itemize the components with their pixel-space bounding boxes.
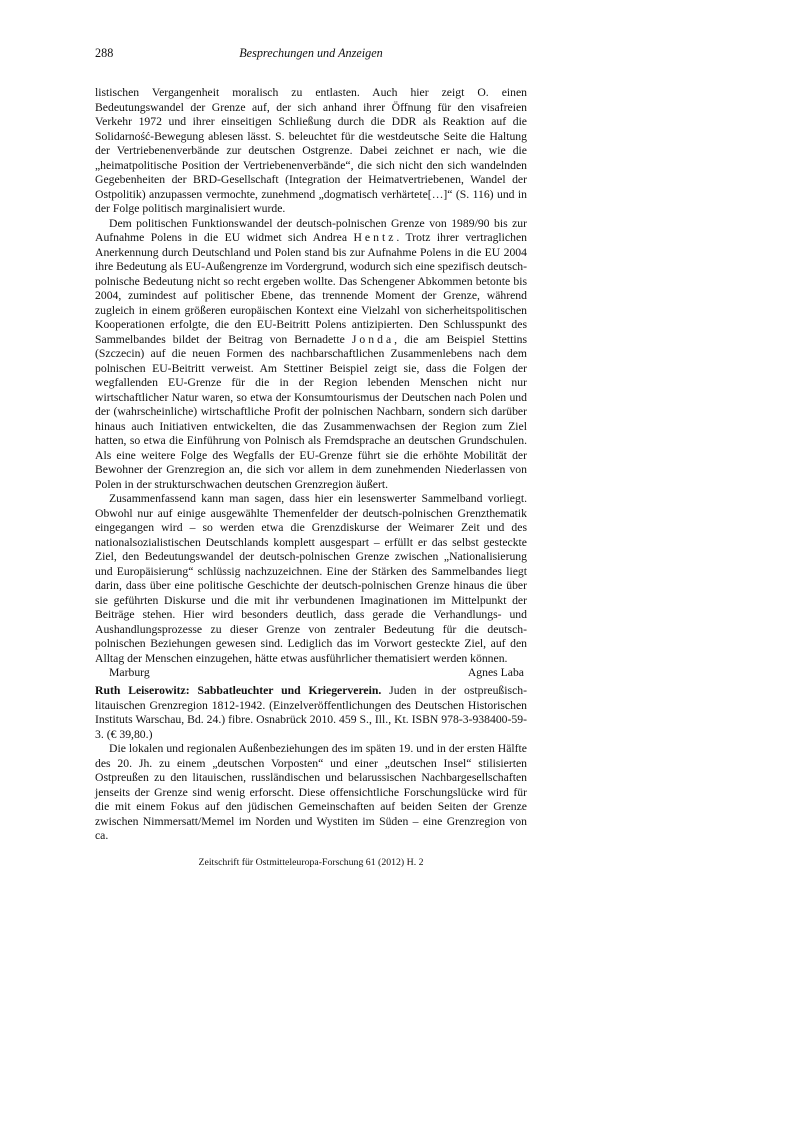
book-title: Ruth Leiserowitz: Sabbatleuchter und Kriegerverein. [95, 684, 382, 697]
running-title: Besprechungen und Anzeigen [239, 46, 383, 60]
text-run: , die am Beispiel Stettins (Szczecin) auf die neuen Formen des nachbarschaftlichen Zusammenlebens nach dem polnischen EU-Beitritt verweist. Am Stettiner Beispiel zeigt sie, dass die Folgen der wegfallenden EU-Grenze für die in der Region lebenden Menschen nicht nur wirtschaftlicher Natur waren, so etwa der Konsumtourismus der Deutschen nach Polen und der (wahrscheinliche) wirtschaftliche Profit der polnischen Nachbarn, sondern sich darüber hinaus auch Initiativen entwickelten, die das Zusammenwachsen der Region zum Ziel hatten, so etwa die Einführung von Polnisch als Fremdsprache an deutschen Grundschulen. Als eine weitere Folge des Wegfalls der EU-Grenze führt sie die erhöhte Mobilität der Bewohner der Grenzregion an, die sich vor allem in dem zunehmenden Niederlassen von Polen in der strukturschwachen deutschen Grenzregion äußert. [95, 332, 527, 491]
reviewer-name: Agnes Laba [467, 666, 524, 679]
review-body [95, 86, 527, 681]
text-run: . Trotz ihrer vertraglichen Anerkennung durch Deutschland und Polen stand bis zur Aufnahme Polens in die EU 2004 ihre Bedeutung als EU-Außengrenze im Vordergrund, wodurch sich eine spezifisch deutsch-polnische Bedeutung nicht so recht ergeben wollte. Das Schengener Abkommen betonte bis 2004, zumindest auf politischer Ebene, das trennende Moment der Grenze, während zugleich in einem größeren europäischen Kontext eine Vielzahl von sicherheitspolitischen Kooperationen erfolgte, die den EU-Beitritt Polens antizipierten. Den Schlusspunkt des Sammelbandes bildet der Beitrag von Bernadette [95, 231, 527, 346]
bibliographic-entry [95, 684, 527, 742]
review-signature [95, 666, 527, 681]
review-paragraph: Zusammenfassend kann man sagen, dass hier ein lesenswerter Sammelband vorliegt. Obwohl nur auf einige ausgewählte Themenfelder der deutsch-polnischen Grenzthematik eingegangen wird – so werden etwa die Grenzdiskurse der Weimarer Zeit und des nationalsozialistischen Deutschlands komplett ausgespart – erfüllt er das selbst gesteckte Ziel, den Bedeutungswandel der deutsch-polnischen Grenze zwischen „Nationalisierung und Europäisierung“ schlüssig nachzuzeichnen. Eine der Stärken des Sammelbandes liegt darin, dass über eine politische Geschichte der deutsch-polnischen Grenze hinaus die über sie geführten Diskurse und die mit ihr verbundenen Imaginationen im Mittelpunkt der Beiträge stehen. Hier wird besonders deutlich, dass gerade die Verhandlungs- und Aushandlungsprozesse zu dieser Grenze von zentraler Bedeutung für die deutsch-polnischen Beziehungen gewesen sind. Lediglich das im Vorwort gesteckte Ziel, auf den Alltag der Menschen einzugehen, hätte etwas ausführlicher thematisiert werden können. [95, 492, 527, 665]
review-paragraph: listischen Vergangenheit moralisch zu entlasten. Auch hier zeigt O. einen Bedeutungswandel der Grenze auf, der sich anhand ihrer Öffnung für den visafreien Verkehr 1972 und ihrer einseitigen Schließung durch die DDR als Reaktion auf die Solidarność-Bewegung ablesen lässt. S. beleuchtet für die westdeutsche Seite die Haltung der Vertriebenenverbände zur deutschen Ostgrenze. Dabei zeichnet er nach, wie die „heimatpolitische Position der Vertriebenenverbände“, die sich nicht den sich wandelnden Gegebenheiten der BRD-Gesellschaft (Integration der Heimatvertriebenen, Wandel der Ostpolitik) anzupassen vermochte, zunehmend „dogmatisch verhärtete[…]“ (S. 116) und in der Folge politisch marginalisiert wurde. [95, 86, 527, 215]
next-review [95, 684, 527, 844]
review-paragraph [95, 217, 527, 493]
text-run: Dem politischen Funktionswandel der deutsch-polnischen Grenze von 1989/90 bis zur Aufnahme Polens in die EU widmet sich Andrea [95, 216, 527, 244]
review-paragraph: Die lokalen und regionalen Außenbeziehungen des im späten 19. und in der ersten Hälfte des 20. Jh. zu einem „deutschen Vorposten“ und einer „deutschen Insel“ stilisierten Ostpreußen zu den litauischen, russländischen und belarussischen Nachbargesellschaften jenseits der Grenze sind wenig erforscht. Diese offensichtliche Forschungslücke wird für die mit einem Fokus auf den jüdischen Gemeinschaften auf beiden Seiten der Grenze zwischen Nimmersatt/Memel im Norden und Wystiten im Süden – eine Grenzregion von ca. [95, 742, 527, 842]
reviewer-place: Marburg [109, 666, 150, 679]
author-name: Hentz [353, 231, 397, 244]
author-name: Jonda [351, 332, 395, 346]
journal-footer: Zeitschrift für Ostmitteleuropa-Forschung 61 (2012) H. 2 [198, 857, 424, 868]
page-number: 288 [95, 46, 114, 60]
bibliographic-details: Juden in der ostpreußisch-litauischen Grenzregion 1812-1942. (Einzelveröffentlichungen des Deutschen Historischen Instituts Warschau, Bd. 24.) fibre. Osnabrück 2010. 459 S., Ill., Kt. ISBN 978-3-938400-59-3. (€ 39,80.) [95, 684, 527, 741]
running-header [95, 46, 527, 62]
